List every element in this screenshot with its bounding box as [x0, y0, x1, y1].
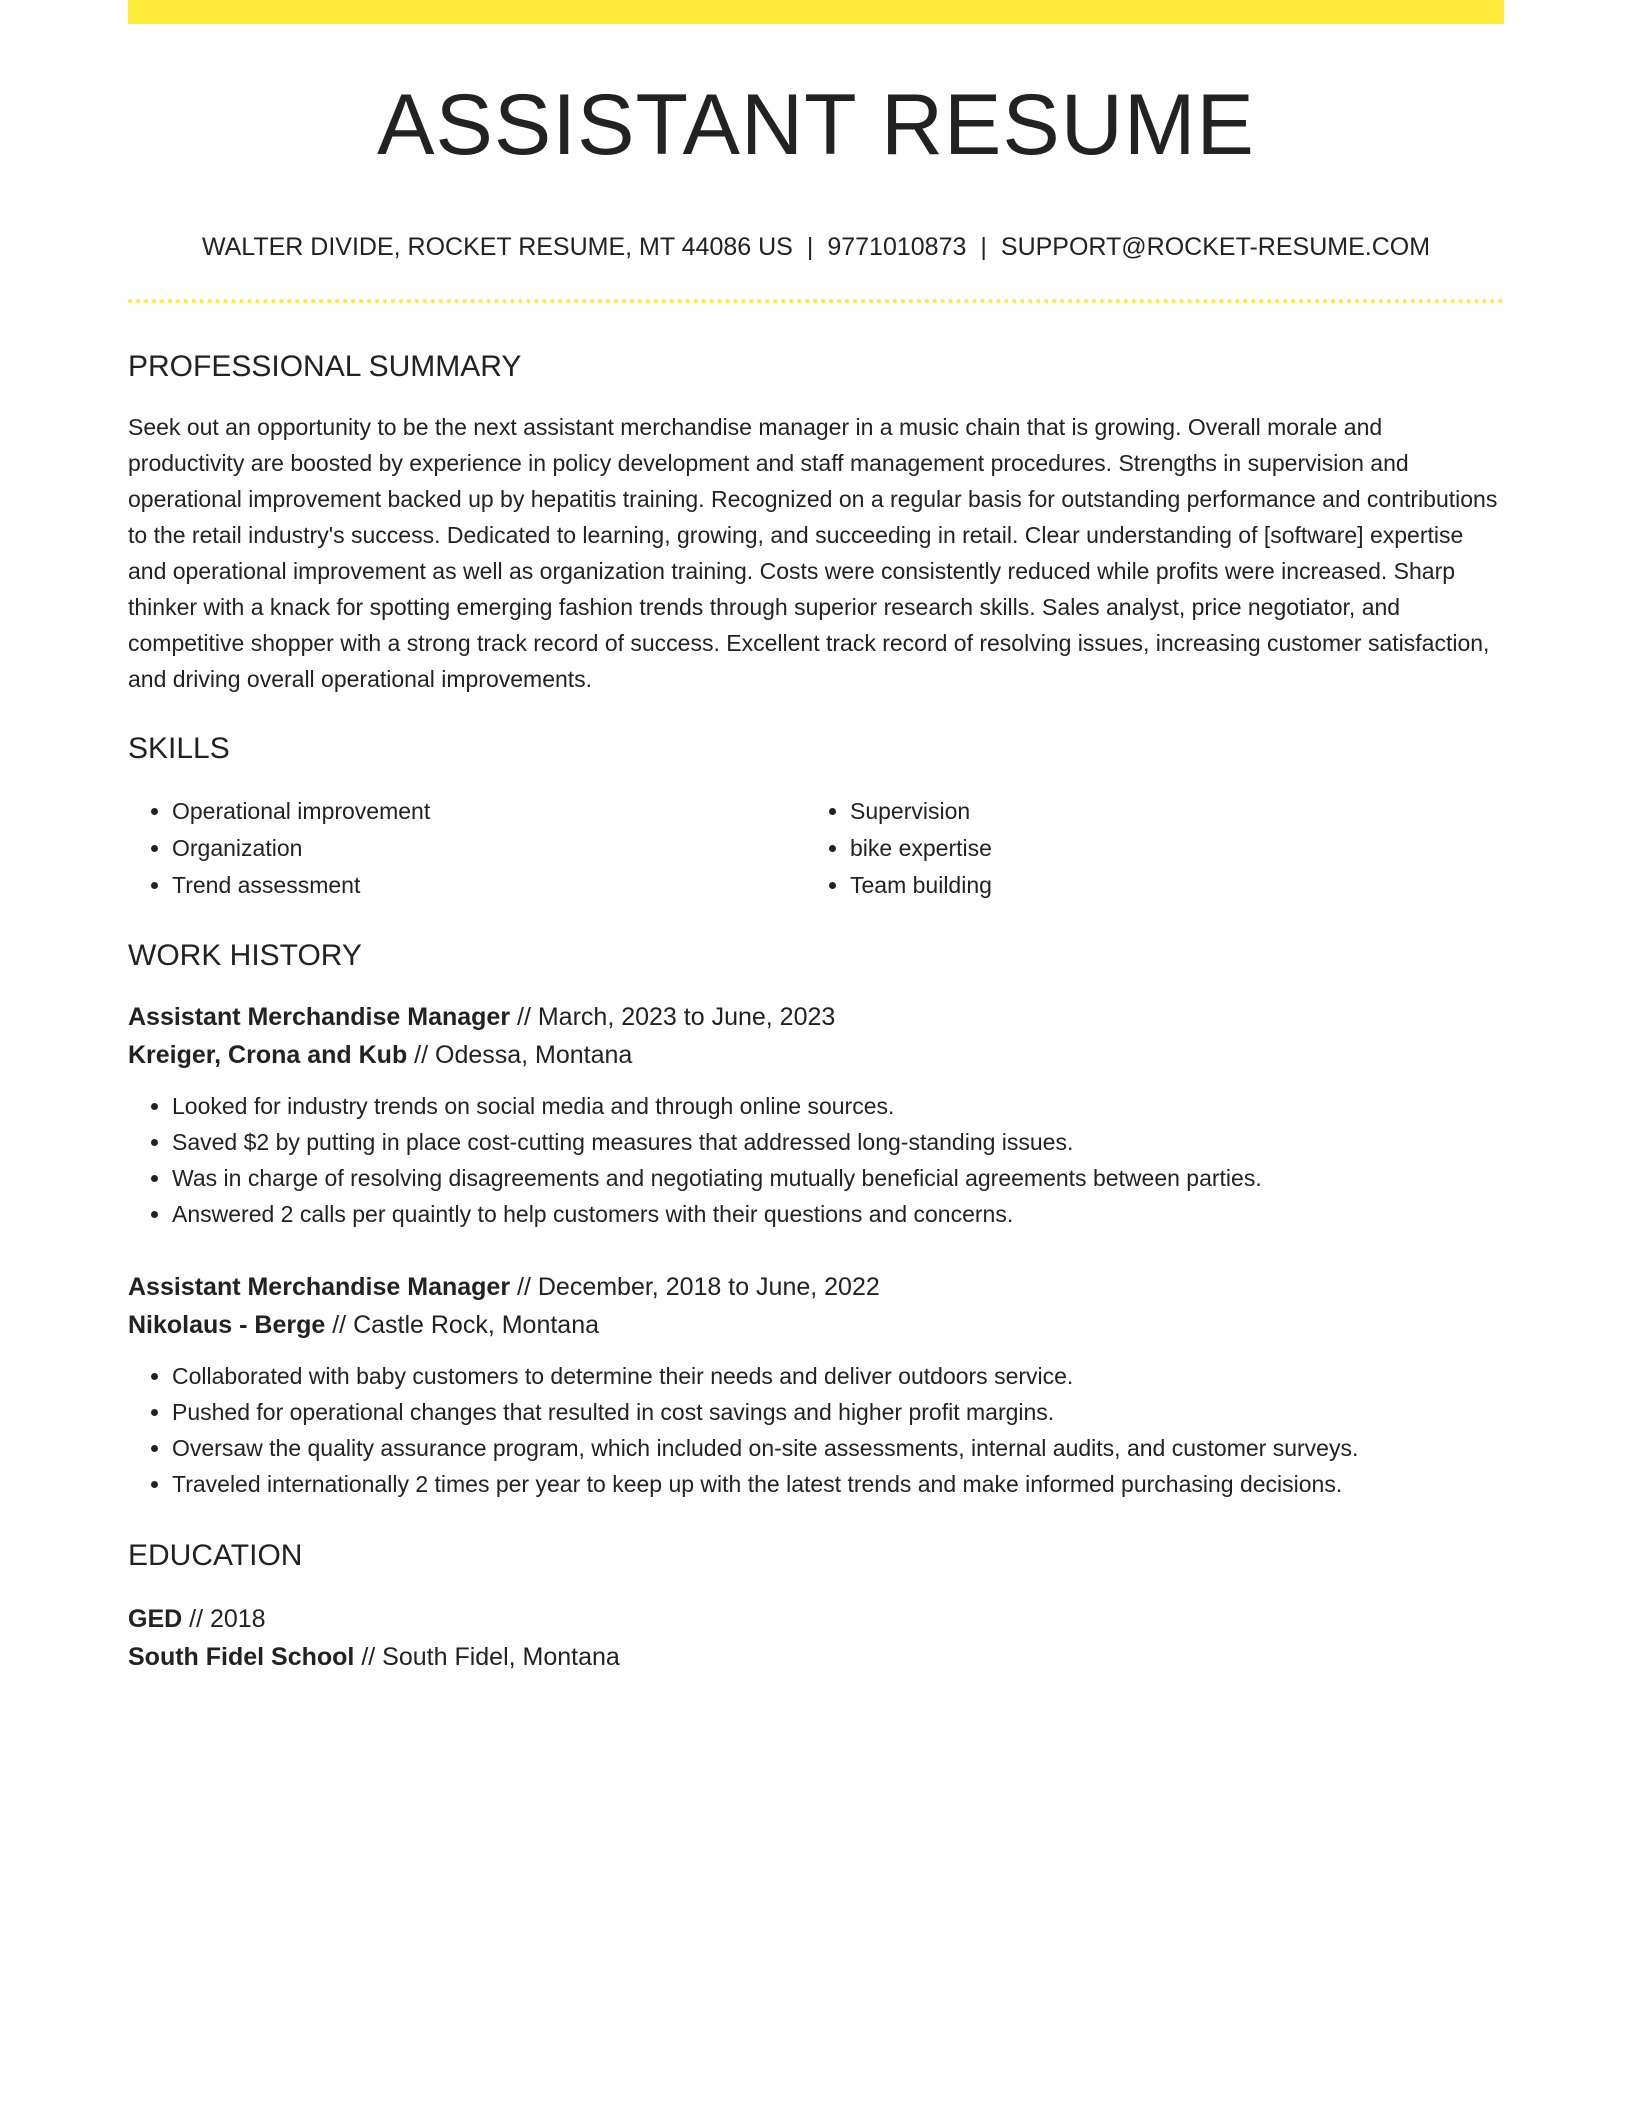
- job-company-line: [128, 1306, 1504, 1344]
- job-bullet: • Saved $2 by putting in place cost-cutting measures that addressed long-standing issues.: [172, 1124, 1504, 1160]
- job-bullet: • Looked for industry trends on social media and through online sources.: [172, 1088, 1504, 1124]
- job-title: Assistant Merchandise Manager: [128, 1273, 511, 1301]
- job-title: Assistant Merchandise Manager: [128, 1003, 511, 1031]
- job-location: // Odessa, Montana: [407, 1041, 633, 1069]
- resume-title: ASSISTANT RESUME: [377, 77, 1255, 173]
- education-school-line: [128, 1638, 1504, 1676]
- contact-separator: |: [980, 233, 987, 261]
- skill-item: • Trend assessment: [172, 867, 806, 904]
- education-location: // South Fidel, Montana: [354, 1643, 620, 1671]
- education-degree-line: [128, 1600, 1504, 1638]
- work-history-heading: WORK HISTORY: [128, 939, 362, 972]
- education-degree: GED: [128, 1605, 183, 1633]
- contact-separator: |: [806, 233, 814, 261]
- dotted-divider: [128, 299, 1504, 303]
- job-company: Kreiger, Crona and Kub: [128, 1041, 408, 1069]
- education-year: // 2018: [182, 1605, 266, 1633]
- skill-item: • bike expertise: [850, 830, 1484, 867]
- summary-heading: PROFESSIONAL SUMMARY: [128, 350, 522, 383]
- job-dates: // December, 2018 to June, 2022: [510, 1273, 880, 1301]
- skill-item: • Team building: [850, 867, 1484, 904]
- job-company: Nikolaus - Berge: [128, 1311, 326, 1339]
- education-school: South Fidel School: [128, 1643, 355, 1671]
- job-bullet: • Was in charge of resolving disagreements and negotiating mutually beneficial agreements between parties.: [172, 1160, 1504, 1196]
- job-title-line: [128, 1268, 1504, 1306]
- job-location: // Castle Rock, Montana: [325, 1311, 600, 1339]
- skill-item: • Supervision: [850, 793, 1484, 830]
- contact-email: SUPPORT@ROCKET-RESUME.COM: [1000, 233, 1431, 261]
- skills-heading: SKILLS: [128, 732, 230, 765]
- skill-item: • Operational improvement: [172, 793, 806, 830]
- summary-text: Seek out an opportunity to be the next assistant merchandise manager in a music chain that is growing. Overall morale and productivity are boosted by experience in policy development and staff management procedures. Strengths in supervision and operational improvement backed up by hepatitis training. Recognized on a regular basis for outstanding performance and contributions to the retail industry's success. Dedicated to learning, growing, and succeeding in retail. Clear understanding of [software] expertise and operational improvement as well as organization training. Costs were consistently reduced while profits were increased. Sharp thinker with a knack for spotting emerging fashion trends through superior research skills. Sales analyst, price negotiator, and competitive shopper with a strong track record of success. Excellent track record of resolving issues, increasing customer satisfaction, and driving overall operational improvements.: [128, 414, 1498, 692]
- job-dates: // March, 2023 to June, 2023: [510, 1003, 836, 1031]
- education-heading: EDUCATION: [128, 1539, 303, 1572]
- skills-column-right: [806, 793, 1484, 904]
- skill-item: • Organization: [172, 830, 806, 867]
- job-bullet: • Pushed for operational changes that resulted in cost savings and higher profit margins.: [172, 1394, 1504, 1430]
- job-entry: [128, 998, 1504, 1232]
- job-bullet: • Collaborated with baby customers to determine their needs and deliver outdoors service.: [172, 1358, 1504, 1394]
- job-bullets: [128, 1088, 1504, 1232]
- contact-address: WALTER DIVIDE, ROCKET RESUME, MT 44086 US: [201, 233, 793, 261]
- resume-page: [128, 0, 1504, 1676]
- job-entry: [128, 1268, 1504, 1502]
- contact-phone: 9771010873: [827, 233, 967, 261]
- contact-line: [128, 232, 1504, 262]
- job-title-line: [128, 998, 1504, 1036]
- skills-list: [128, 793, 1504, 904]
- job-bullet: • Traveled internationally 2 times per year to keep up with the latest trends and make informed purchasing decisions.: [172, 1466, 1504, 1502]
- accent-bar: [128, 0, 1504, 24]
- skills-column-left: [128, 793, 806, 904]
- job-bullet: • Oversaw the quality assurance program, which included on-site assessments, internal audits, and customer surveys.: [172, 1430, 1504, 1466]
- job-bullet: • Answered 2 calls per quaintly to help customers with their questions and concerns.: [172, 1196, 1504, 1232]
- job-company-line: [128, 1036, 1504, 1074]
- education-entry: [128, 1600, 1504, 1676]
- job-bullets: [128, 1358, 1504, 1502]
